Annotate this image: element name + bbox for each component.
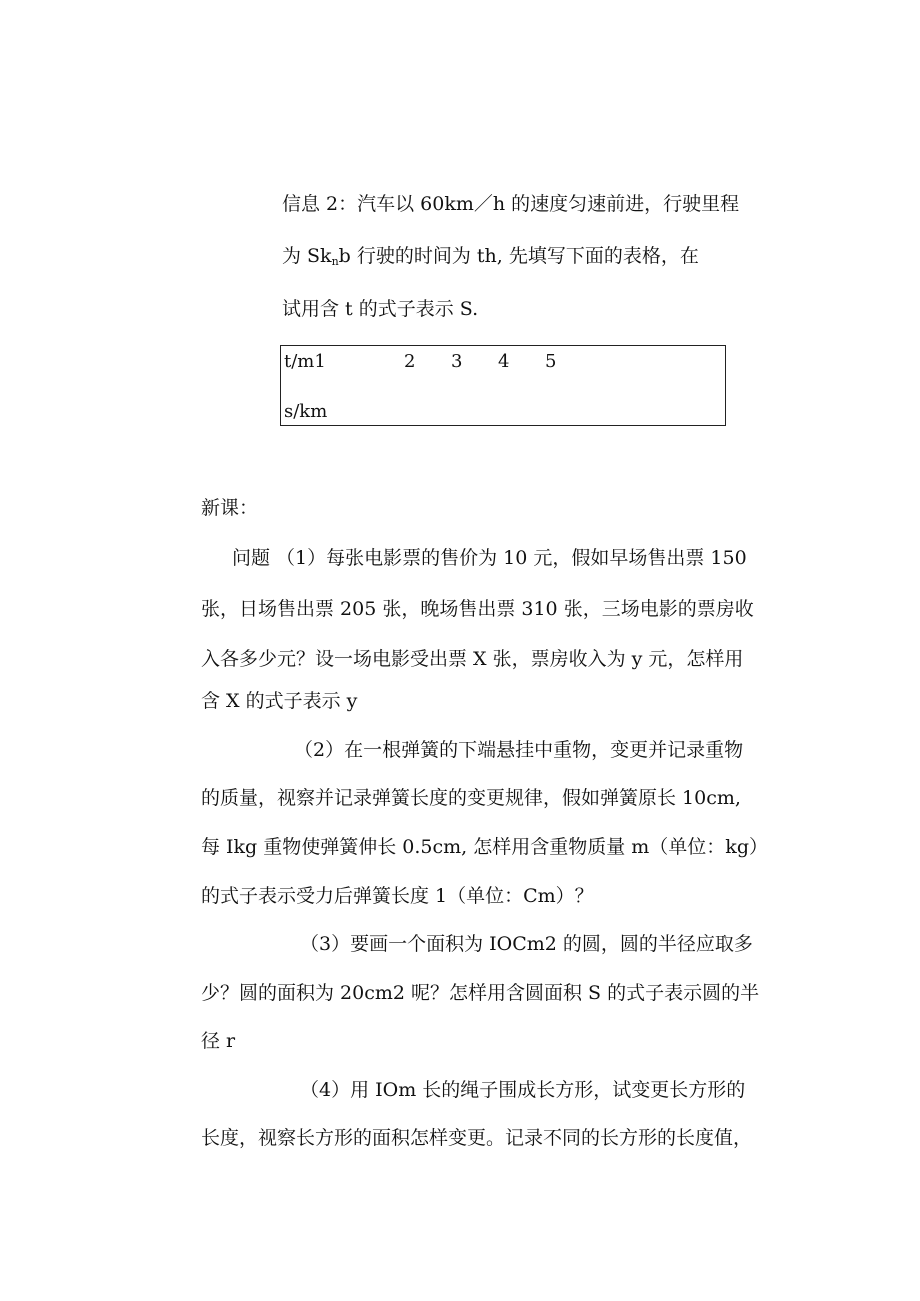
q3-line: 径 r bbox=[201, 1030, 236, 1052]
q2-line: 的质量，视察并记录弹簧长度的变更规律，假如弹簧原长 10cm, bbox=[201, 787, 741, 809]
q3-line: （3）要画一个面积为 IOCm2 的圆，圆的半径应取多 bbox=[300, 933, 753, 955]
table-row1-value: 5 bbox=[545, 351, 557, 372]
new-lesson-title: 新课： bbox=[201, 497, 259, 519]
q1-line: 张，日场售出票 205 张，晚场售出票 310 张，三场电影的票房收 bbox=[201, 598, 754, 620]
info2-line-2 bbox=[282, 244, 699, 274]
table-row1-value: 2 bbox=[404, 351, 416, 372]
info2-line-1: 信息 2：汽车以 60km／h 的速度匀速前进，行驶里程 bbox=[282, 193, 740, 215]
q2-line: （2）在一根弹簧的下端悬挂中重物，变更并记录重物 bbox=[294, 739, 744, 761]
q4-line: （4）用 IOm 长的绳子围成长方形，试变更长方形的 bbox=[300, 1079, 746, 1101]
q2-line: 每 Ikg 重物使弹簧伸长 0.5cm, 怎样用含重物质量 m（单位：kg） bbox=[201, 836, 768, 858]
table-row1-value: 4 bbox=[498, 351, 510, 372]
time-distance-table bbox=[280, 345, 726, 426]
q3-line: 少？圆的面积为 20cm2 呢？怎样用含圆面积 S 的式子表示圆的半 bbox=[201, 982, 760, 1004]
table-row1-header: t/m1 bbox=[284, 351, 326, 372]
info2-line-3: 试用含 t 的式子表示 S. bbox=[282, 298, 479, 320]
info2-line-2-post: b 行驶的时间为 th, 先填写下面的表格，在 bbox=[338, 245, 699, 267]
table-row2-header: s/km bbox=[284, 401, 328, 422]
table-row1-value: 3 bbox=[451, 351, 463, 372]
q1-line: 入各多少元？设一场电影受出票 X 张，票房收入为 y 元，怎样用 bbox=[201, 648, 744, 670]
q2-line: 的式子表示受力后弹簧长度 1（单位：Cm）？ bbox=[201, 885, 594, 907]
q1-line: 含 X 的式子表示 y bbox=[201, 690, 358, 712]
q1-line: 问题 （1）每张电影票的售价为 10 元，假如早场售出票 150 bbox=[232, 547, 747, 569]
q4-line: 长度，视察长方形的面积怎样变更。记录不同的长方形的长度值， bbox=[201, 1127, 753, 1149]
info2-line-2-pre: 为 Sk bbox=[282, 245, 332, 267]
info2-line-2-sub: n bbox=[331, 255, 339, 268]
